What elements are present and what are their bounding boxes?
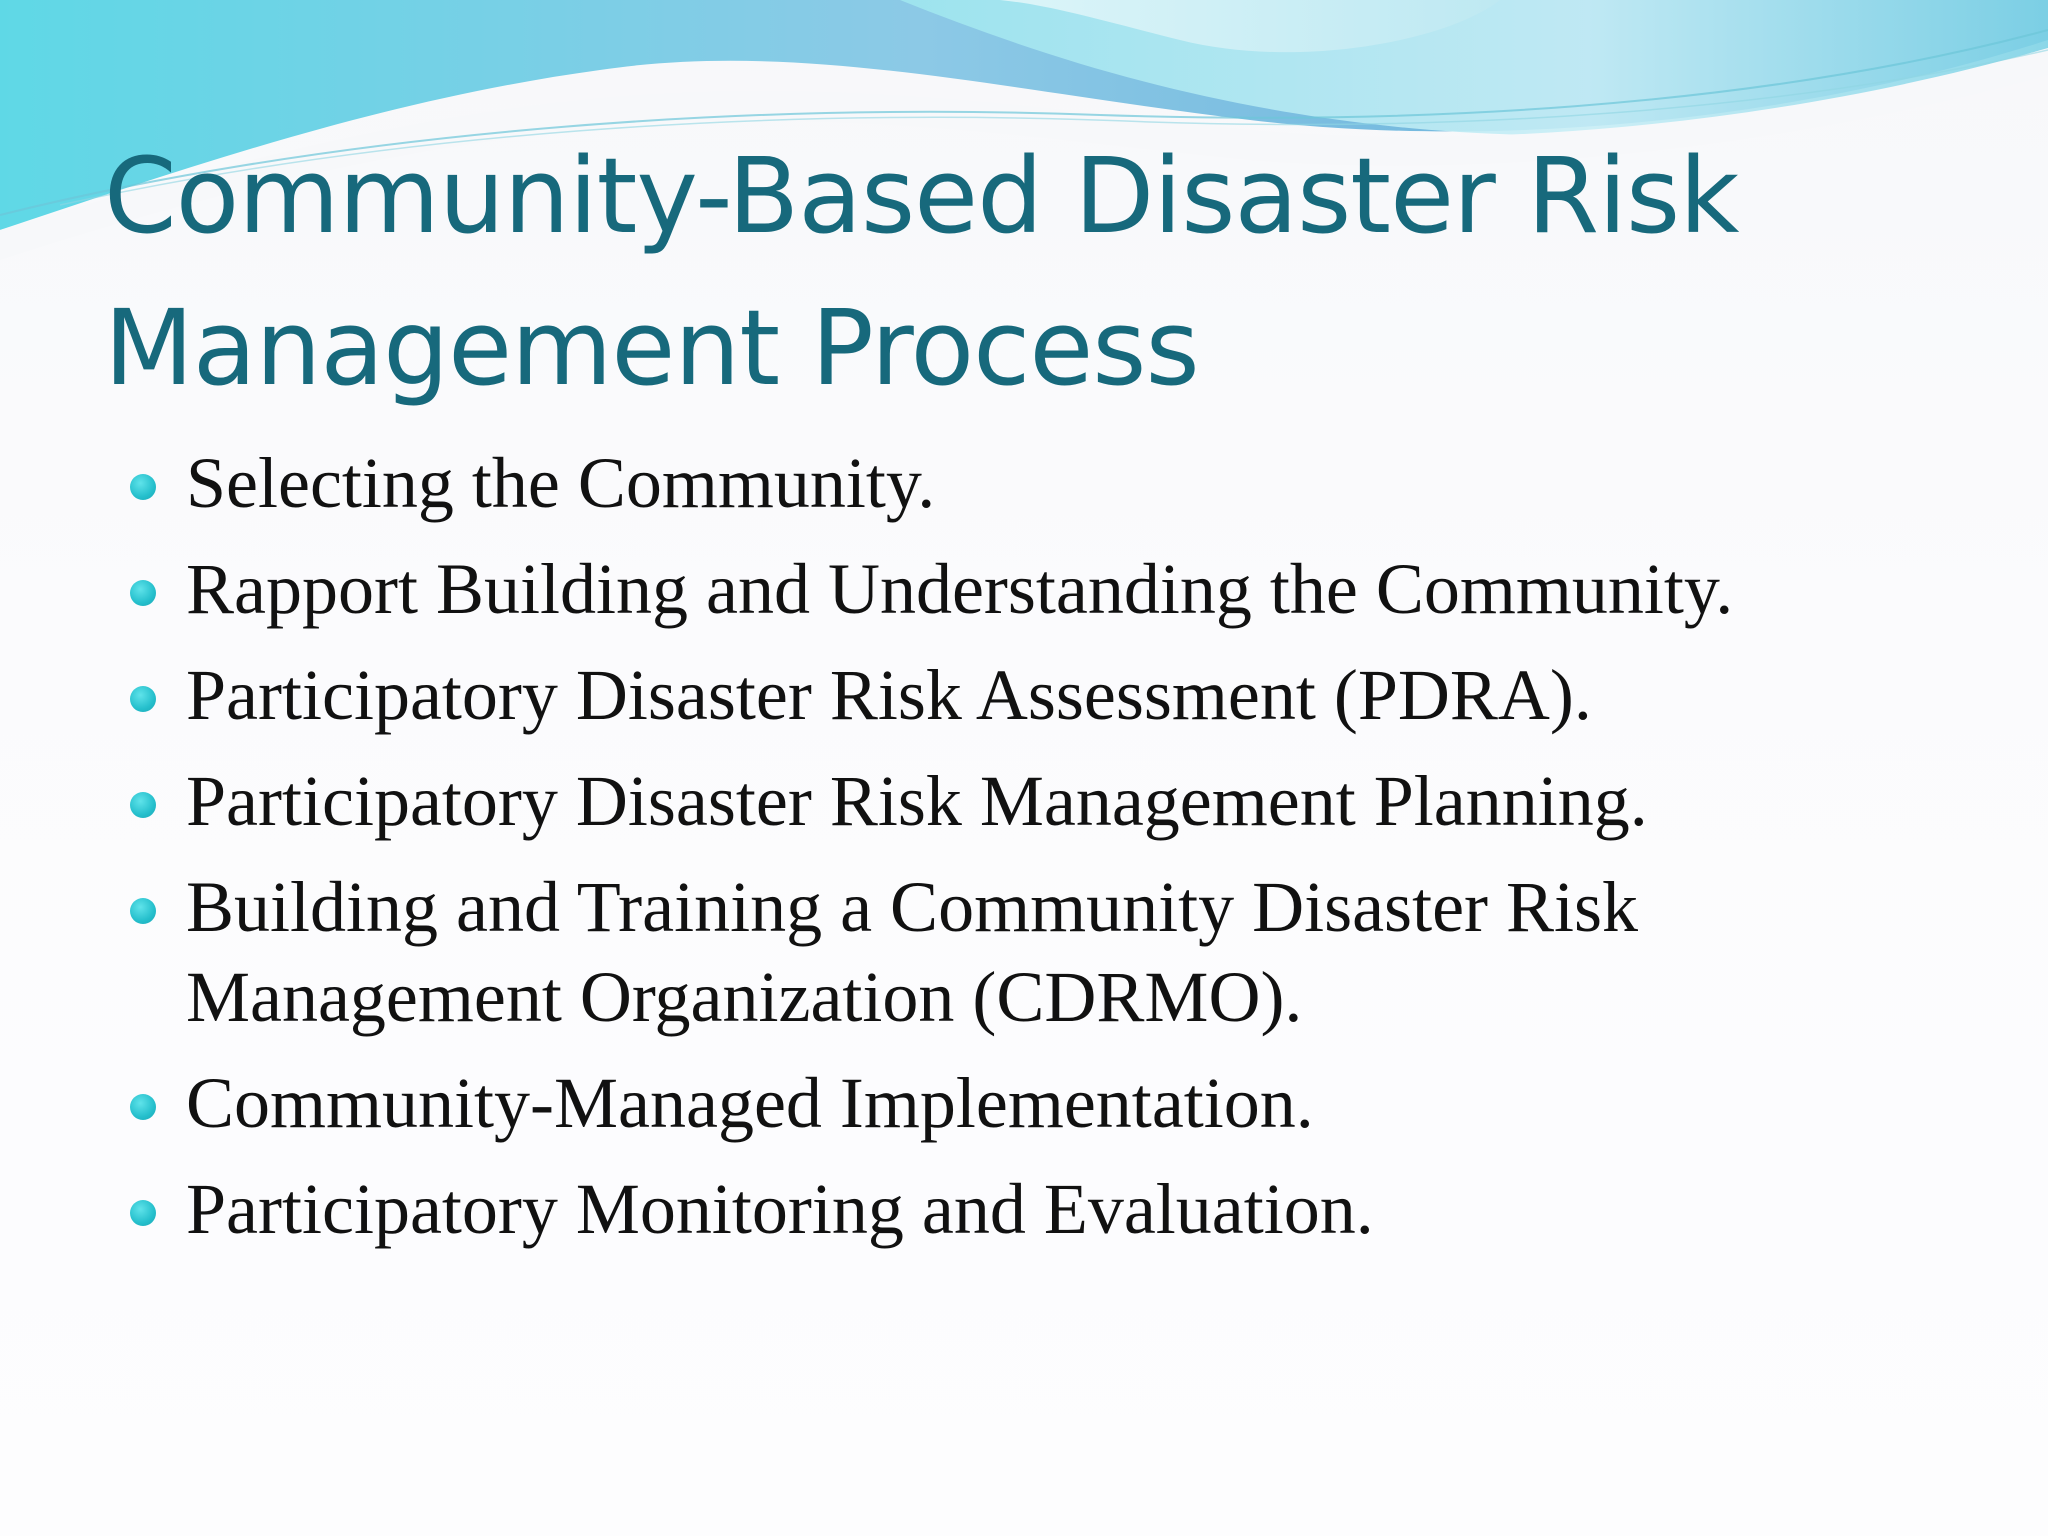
bullet-text: Community-Managed Implementation. bbox=[186, 1063, 1314, 1143]
list-item bbox=[130, 544, 2010, 634]
bullet-dot-icon bbox=[130, 792, 156, 818]
bullet-text: Participatory Disaster Risk Assessment (PDRA). bbox=[186, 655, 1592, 735]
bullet-dot-icon bbox=[130, 1200, 156, 1226]
bullet-text: Building and Training a Community Disaster Risk Management Organization (CDRMO). bbox=[186, 867, 1639, 1037]
bullet-dot-icon bbox=[130, 686, 156, 712]
slide-title: Community-Based Disaster Risk Management Process bbox=[104, 135, 1739, 409]
list-item bbox=[130, 1058, 2010, 1148]
bullet-text: Participatory Disaster Risk Management Planning. bbox=[186, 761, 1648, 841]
list-item bbox=[130, 1164, 2010, 1254]
bullet-dot-icon bbox=[130, 580, 156, 606]
bullet-dot-icon bbox=[130, 474, 156, 500]
bullet-text: Rapport Building and Understanding the Community. bbox=[186, 549, 1734, 629]
list-item bbox=[130, 438, 2010, 528]
list-item bbox=[130, 862, 2010, 1042]
list-item bbox=[130, 756, 2010, 846]
bullet-text: Participatory Monitoring and Evaluation. bbox=[186, 1169, 1374, 1249]
bullet-list bbox=[130, 438, 2010, 1270]
bullet-text: Selecting the Community. bbox=[186, 443, 936, 523]
list-item bbox=[130, 650, 2010, 740]
bullet-dot-icon bbox=[130, 898, 156, 924]
bullet-dot-icon bbox=[130, 1094, 156, 1120]
